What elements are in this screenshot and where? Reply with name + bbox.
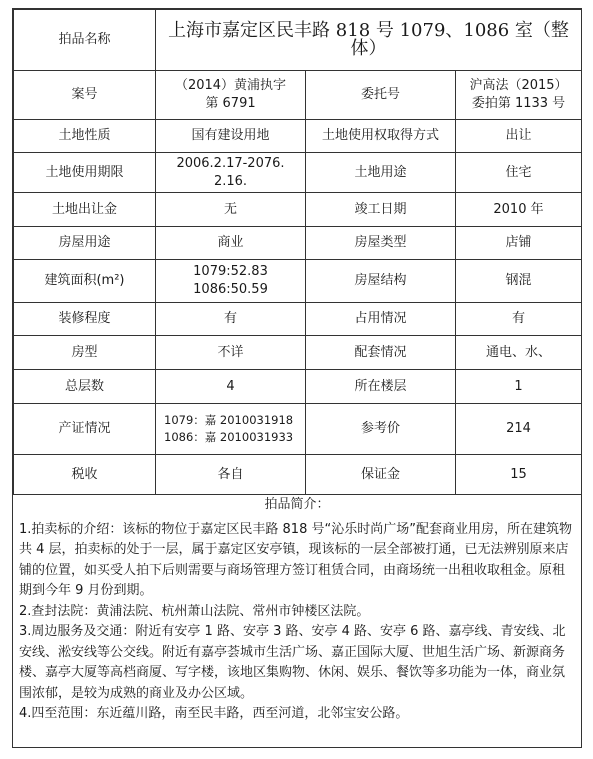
house-use-label: 房屋用途 — [14, 227, 156, 260]
table-row — [14, 370, 582, 404]
cert-value — [156, 404, 306, 455]
intro-paragraph: 3.周边服务及交通：附近有安亭 1 路、安亭 3 路、安亭 4 路、安亭 6 路、嘉亭线、青安线、北安线、淞安线等公交线。附近有嘉亭荟城市生活广场、嘉正国际大厦、世旭生活广场、新源商务楼、嘉亭大厦等高档商厦、写字楼，该地区集购物、休闲、娱乐、餐饮等多功能为一体，商业氛围浓郁，是较为成熟的商业及办公区域。 — [19, 624, 566, 701]
tax-label: 税收 — [14, 455, 156, 495]
house-type-value: 店铺 — [456, 227, 582, 260]
area-line: 1086:50.59 — [193, 282, 268, 297]
area-line: 1079:52.83 — [193, 264, 268, 279]
cert-label: 产证情况 — [14, 404, 156, 455]
case-no-value — [156, 71, 306, 120]
floors-label: 总层数 — [14, 370, 156, 404]
land-nature-value: 国有建设用地 — [156, 120, 306, 153]
case-no-label: 案号 — [14, 71, 156, 120]
lot-name-value: 上海市嘉定区民丰路 818 号 1079、1086 室（整体） — [156, 10, 582, 71]
structure-label: 房屋结构 — [306, 260, 456, 303]
floors-value: 4 — [156, 370, 306, 404]
lot-name-label: 拍品名称 — [14, 10, 156, 71]
area-value — [156, 260, 306, 303]
tax-value: 各自 — [156, 455, 306, 495]
entrust-no-value — [456, 71, 582, 120]
entrust-no-label: 委托号 — [306, 71, 456, 120]
intro-paragraph: 1.拍卖标的介绍：该标的物位于嘉定区民丰路 818 号“沁乐时尚广场”配套商业用房，所在建筑物共 4 层，拍卖标的处于一层，属于嘉定区安亭镇，现该标的一层全部被打通，已无法辨别原来店铺的位置，如买受人拍下后则需要与商场管理方签订租赁合同，由商场统一出租收取租金。原租期到今年 9 月份到期。 — [19, 521, 572, 598]
land-use-label: 土地用途 — [306, 153, 456, 193]
table-row — [14, 10, 582, 71]
structure-value: 钢混 — [456, 260, 582, 303]
land-term-line: 2.16. — [213, 173, 248, 189]
table-row — [14, 71, 582, 120]
table-row — [14, 120, 582, 153]
area-label: 建筑面积(m²) — [14, 260, 156, 303]
land-term-label: 土地使用期限 — [14, 153, 156, 193]
land-nature-label: 土地性质 — [14, 120, 156, 153]
completion-label: 竣工日期 — [306, 193, 456, 227]
occupancy-label: 占用情况 — [306, 303, 456, 336]
located-floor-value: 1 — [456, 370, 582, 404]
decoration-label: 装修程度 — [14, 303, 156, 336]
deposit-label: 保证金 — [306, 455, 456, 495]
facilities-value: 通电、水、 — [456, 336, 582, 370]
land-fee-value: 无 — [156, 193, 306, 227]
cert-line: 1079：嘉 2010031918 — [164, 413, 294, 427]
occupancy-value: 有 — [456, 303, 582, 336]
land-acquire-label: 土地使用权取得方式 — [306, 120, 456, 153]
house-type-label: 房屋类型 — [306, 227, 456, 260]
table-row — [14, 404, 582, 455]
layout-value: 不详 — [156, 336, 306, 370]
completion-value: 2010 年 — [456, 193, 582, 227]
table-row — [14, 153, 582, 193]
ref-price-value: 214 — [456, 404, 582, 455]
case-no-line: 第 6791 — [205, 96, 256, 111]
land-fee-label: 土地出让金 — [14, 193, 156, 227]
table-row — [14, 303, 582, 336]
deposit-value: 15 — [456, 455, 582, 495]
located-floor-label: 所在楼层 — [306, 370, 456, 404]
decoration-value: 有 — [156, 303, 306, 336]
table-row — [14, 260, 582, 303]
ref-price-label: 参考价 — [306, 404, 456, 455]
entrust-no-line: 沪高法（2015） — [469, 78, 568, 93]
table-row — [14, 336, 582, 370]
house-use-value: 商业 — [156, 227, 306, 260]
facilities-label: 配套情况 — [306, 336, 456, 370]
property-info-table — [13, 9, 582, 495]
intro-paragraph: 2.查封法院：黄浦法院、杭州萧山法院、常州市钟楼区法院。 — [19, 603, 370, 619]
case-no-line: （2014）黄浦执字 — [174, 78, 287, 93]
layout-label: 房型 — [14, 336, 156, 370]
lot-intro — [13, 481, 581, 747]
intro-paragraph: 4.四至范围：东近蕴川路，南至民丰路，西至河道，北邻宝安公路。 — [19, 706, 409, 721]
table-row — [14, 227, 582, 260]
land-acquire-value: 出让 — [456, 120, 582, 153]
land-term-line: 2006.2.17-2076. — [176, 155, 285, 171]
auction-document — [12, 8, 582, 748]
land-term-value — [156, 153, 306, 193]
land-use-value: 住宅 — [456, 153, 582, 193]
table-row — [14, 193, 582, 227]
intro-title: 拍品简介： — [264, 497, 330, 512]
cert-line: 1086：嘉 2010031933 — [164, 430, 294, 444]
entrust-no-line: 委拍第 1133 号 — [471, 96, 566, 111]
